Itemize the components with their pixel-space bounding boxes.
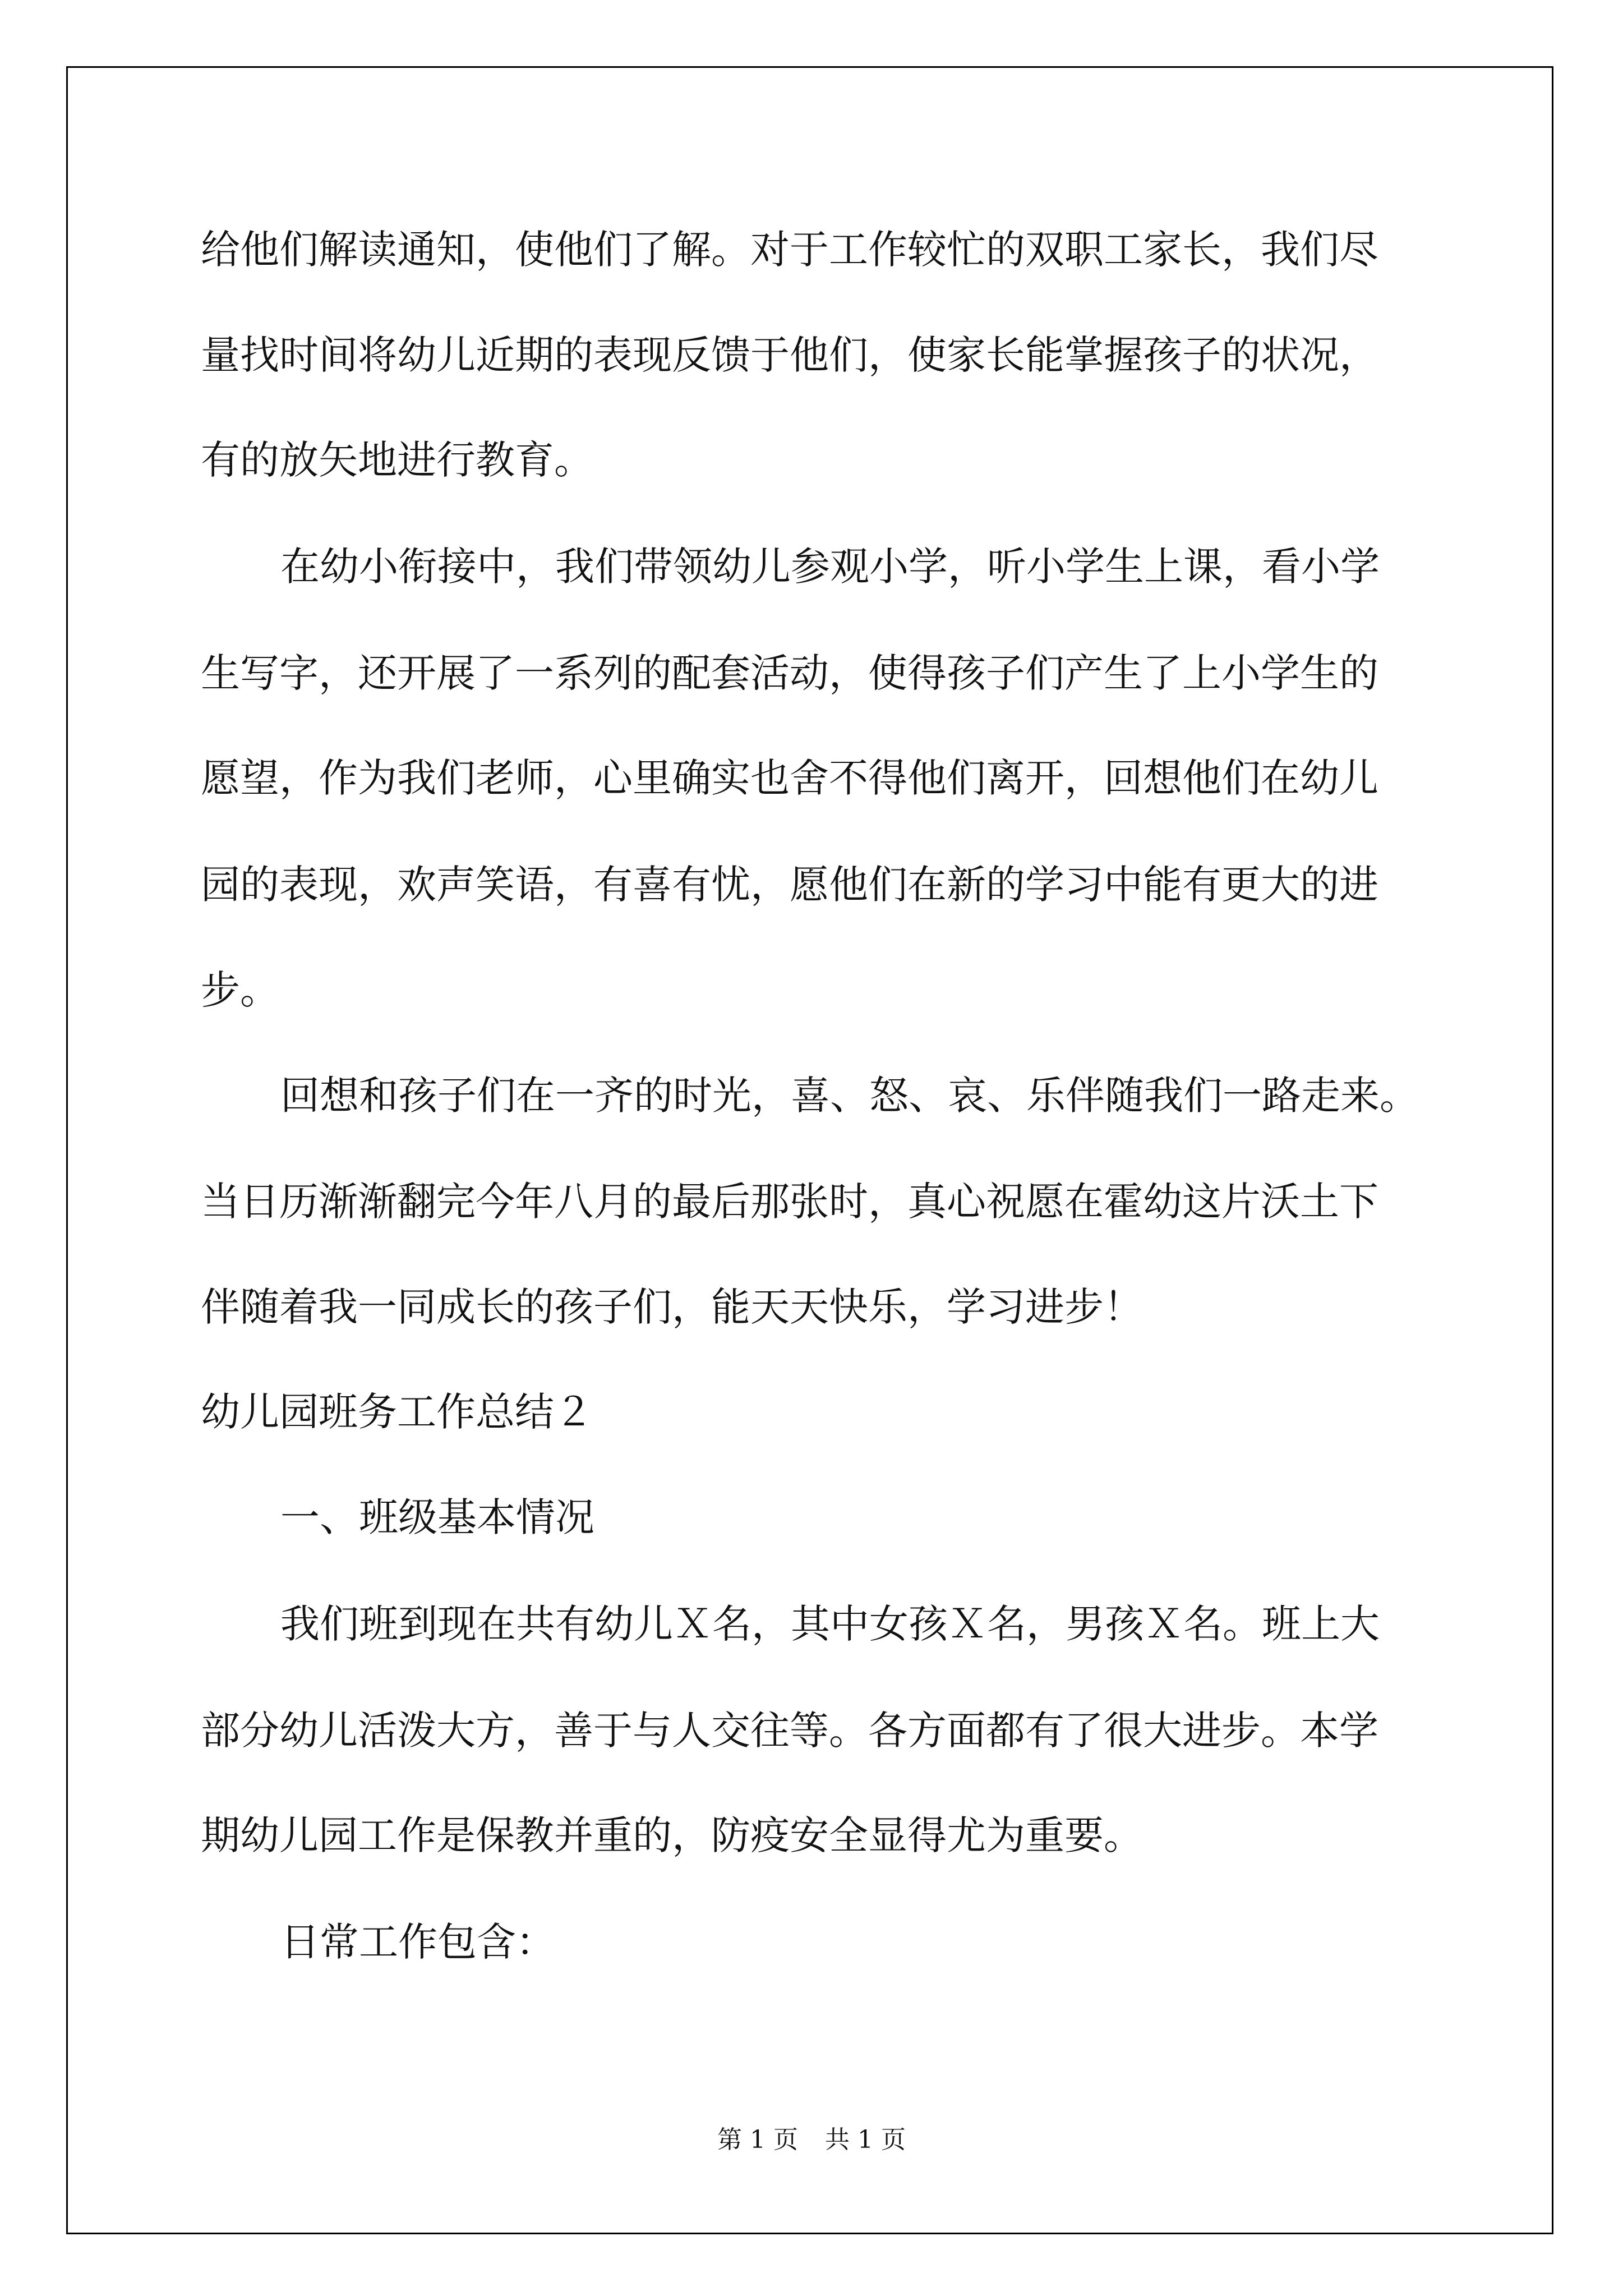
body-text-line: 步。 [201,967,279,1013]
body-text-line: 量找时间将幼儿近期的表现反馈于他们，使家长能掌握孩子的状况， [201,332,1378,378]
body-text-line: 园的表现，欢声笑语，有喜有忧，愿他们在新的学习中能有更大的进 [201,862,1378,908]
page-total: 共 1 页 [825,2125,906,2154]
page-border [66,66,1553,2234]
body-text-line: 当日历渐渐翻完今年八月的最后那张时，真心祝愿在霍幼这片沃土下 [201,1179,1378,1225]
subsection-heading: 一、班级基本情况 [280,1494,594,1540]
paragraph-start-line: 回想和孩子们在一齐的时光，喜、怒、哀、乐伴随我们一路走来。 [280,1073,1419,1119]
page-number: 第 1 页 [717,2125,798,2154]
paragraph-start-line: 我们班到现在共有幼儿Ｘ名，其中女孩Ｘ名，男孩Ｘ名。班上大 [280,1601,1380,1647]
body-text-line: 伴随着我一同成长的孩子们，能天天快乐，学习进步！ [201,1284,1143,1330]
paragraph-start-line: 日常工作包含： [280,1919,555,1965]
section-heading: 幼儿园班务工作总结２ [201,1389,593,1435]
body-text-line: 生写字，还开展了一系列的配套活动，使得孩子们产生了上小学生的 [201,650,1378,696]
body-text-line: 有的放矢地进行教育。 [201,437,593,483]
body-text-line: 期幼儿园工作是保教并重的，防疫安全显得尤为重要。 [201,1812,1143,1858]
body-text-line: 部分幼儿活泼大方，善于与人交往等。各方面都有了很大进步。本学 [201,1708,1378,1754]
paragraph-start-line: 在幼小衔接中，我们带领幼儿参观小学，听小学生上课，看小学 [280,544,1380,590]
body-text-line: 给他们解读通知，使他们了解。对于工作较忙的双职工家长，我们尽 [201,227,1378,273]
page-footer [0,2123,1623,2157]
body-text-line: 愿望，作为我们老师，心里确实也舍不得他们离开，回想他们在幼儿 [201,755,1378,801]
